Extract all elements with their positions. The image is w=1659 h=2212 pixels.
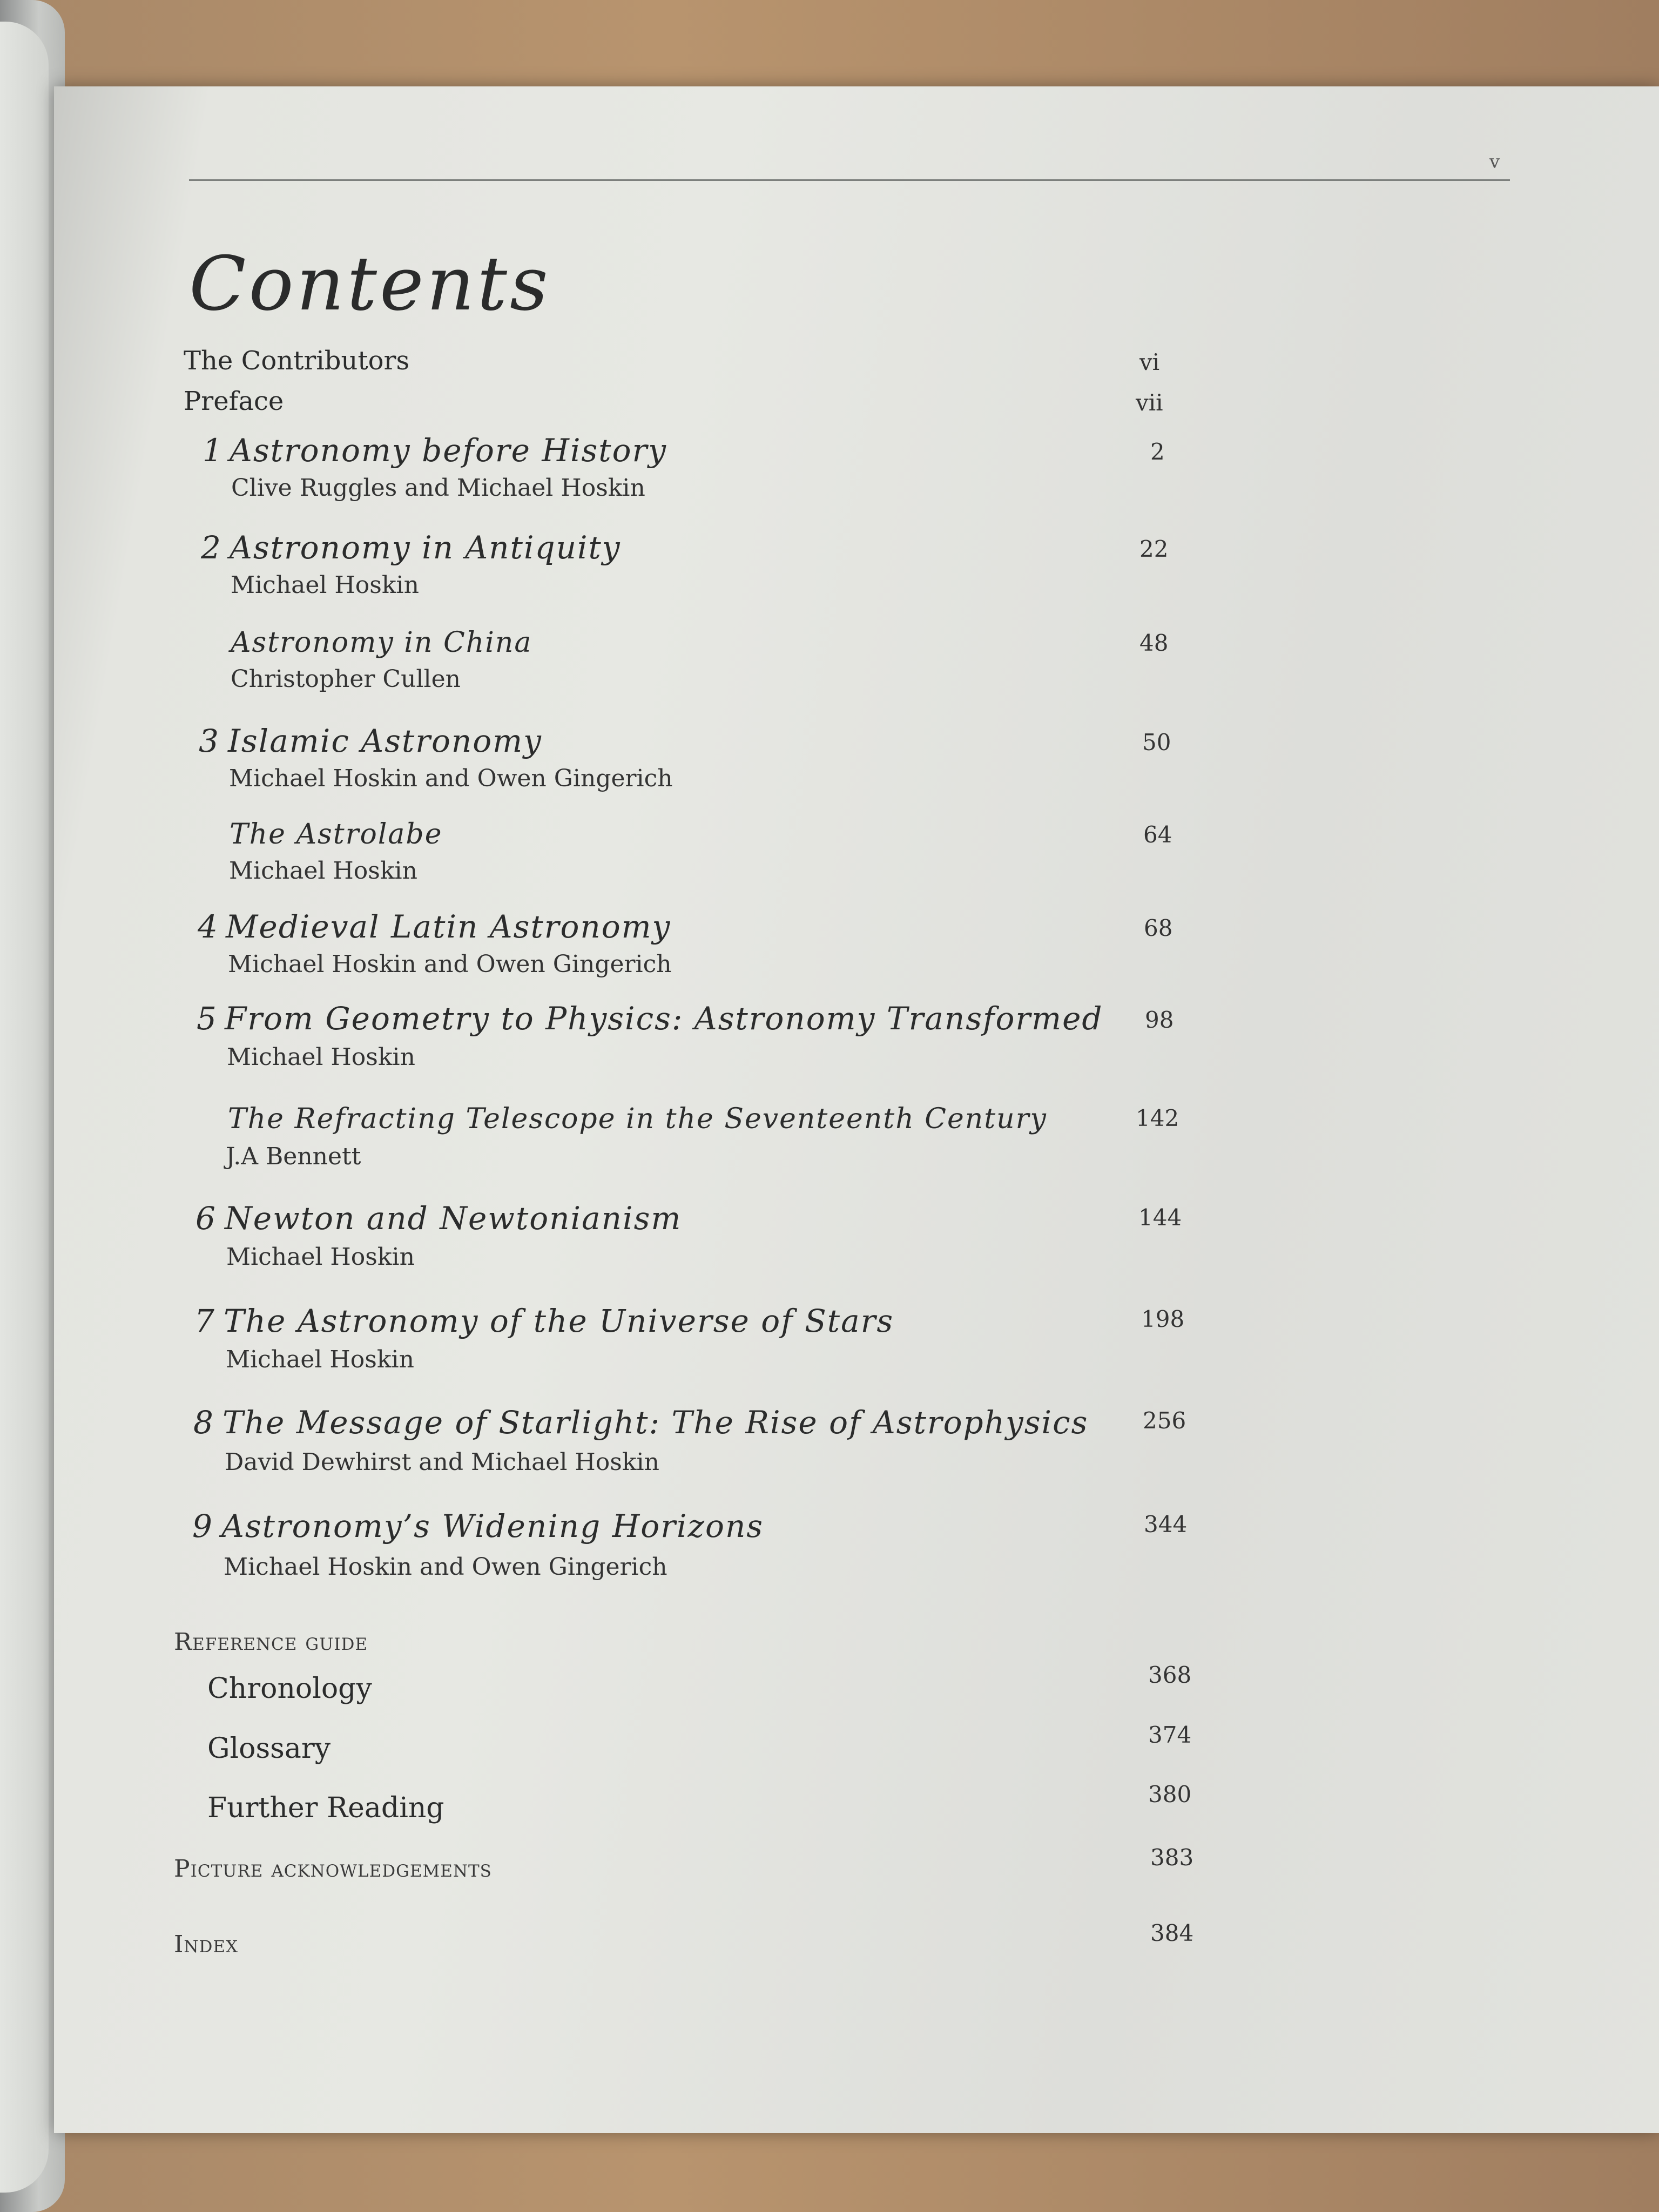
entry-title: Astronomy in Antiquity — [230, 529, 621, 566]
entry-author: Michael Hoskin and Owen Gingerich — [228, 950, 672, 978]
chapter-number: 8 — [193, 1404, 214, 1441]
entry-title: The Message of Starlight: The Rise of Astrophysics — [222, 1404, 1089, 1441]
chapter-number: 6 — [195, 1200, 217, 1237]
entry-page: 64 — [1143, 821, 1172, 848]
entry-author: Michael Hoskin — [226, 1243, 415, 1271]
entry-title: Medieval Latin Astronomy — [226, 908, 671, 945]
entry-page: 256 — [1143, 1407, 1186, 1434]
page-title: Contents — [189, 240, 551, 327]
section-heading: Reference guide — [174, 1628, 368, 1656]
entry-title: Preface — [184, 386, 284, 416]
entry-title: The Refracting Telescope in the Seventeenth Century — [228, 1103, 1047, 1135]
header-rule — [189, 179, 1510, 181]
entry-author: Michael Hoskin and Owen Gingerich — [224, 1553, 667, 1581]
entry-title: The Astronomy of the Universe of Stars — [224, 1303, 894, 1339]
entry-title: From Geometry to Physics: Astronomy Transformed — [225, 1000, 1103, 1037]
entry-author: Michael Hoskin — [227, 1043, 415, 1071]
entry-page: 198 — [1141, 1306, 1185, 1332]
entry-page: 380 — [1148, 1781, 1192, 1808]
entry-page: 142 — [1136, 1105, 1179, 1131]
entry-title: Newton and Newtonianism — [225, 1200, 682, 1237]
entry-author: Michael Hoskin and Owen Gingerich — [229, 765, 673, 792]
entry-page: 383 — [1150, 1844, 1194, 1871]
entry-author: Michael Hoskin — [229, 857, 417, 885]
entry-author: Clive Ruggles and Michael Hoskin — [231, 474, 645, 502]
entry-page: 2 — [1150, 439, 1165, 465]
entry-page: 374 — [1148, 1722, 1192, 1748]
entry-title: Astronomy before History — [230, 432, 667, 469]
entry-title: Astronomy in China — [231, 626, 532, 659]
chapter-number: 7 — [194, 1303, 215, 1339]
entry-title: Further Reading — [207, 1792, 444, 1824]
entry-author: Michael Hoskin — [226, 1346, 414, 1373]
chapter-number: 3 — [199, 723, 220, 759]
entry-author: Christopher Cullen — [231, 665, 461, 693]
entry-page: 50 — [1142, 729, 1171, 756]
chapter-number: 4 — [198, 908, 219, 945]
entry-title: Glossary — [207, 1732, 331, 1765]
entry-title: The Astrolabe — [230, 818, 443, 851]
entry-page: 22 — [1139, 536, 1169, 562]
entry-page: 144 — [1138, 1204, 1182, 1231]
entry-title: Islamic Astronomy — [228, 723, 542, 759]
page-number: v — [1489, 151, 1500, 173]
chapter-number: 5 — [197, 1000, 218, 1037]
entry-title: The Contributors — [184, 346, 410, 376]
entry-author: J.A Bennett — [226, 1143, 361, 1170]
entry-author: Michael Hoskin — [231, 571, 419, 599]
entry-page: 48 — [1139, 630, 1169, 656]
entry-title: Index — [174, 1931, 239, 1958]
contents-page — [54, 86, 1659, 2133]
chapter-number: 1 — [203, 432, 224, 469]
entry-title: Picture acknowledgements — [174, 1855, 492, 1883]
entry-page: vii — [1136, 389, 1163, 416]
entry-page: vi — [1139, 349, 1160, 375]
entry-author: David Dewhirst and Michael Hoskin — [225, 1448, 659, 1476]
chapter-number: 9 — [192, 1508, 213, 1545]
entry-page: 344 — [1144, 1511, 1188, 1537]
entry-page: 68 — [1144, 915, 1173, 941]
entry-title: Astronomy’s Widening Horizons — [221, 1508, 764, 1545]
chapter-number: 2 — [201, 529, 222, 566]
entry-page: 368 — [1148, 1662, 1192, 1688]
left-page — [0, 22, 49, 2193]
entry-page: 98 — [1145, 1007, 1174, 1033]
entry-page: 384 — [1150, 1920, 1194, 1946]
entry-title: Chronology — [207, 1673, 372, 1705]
